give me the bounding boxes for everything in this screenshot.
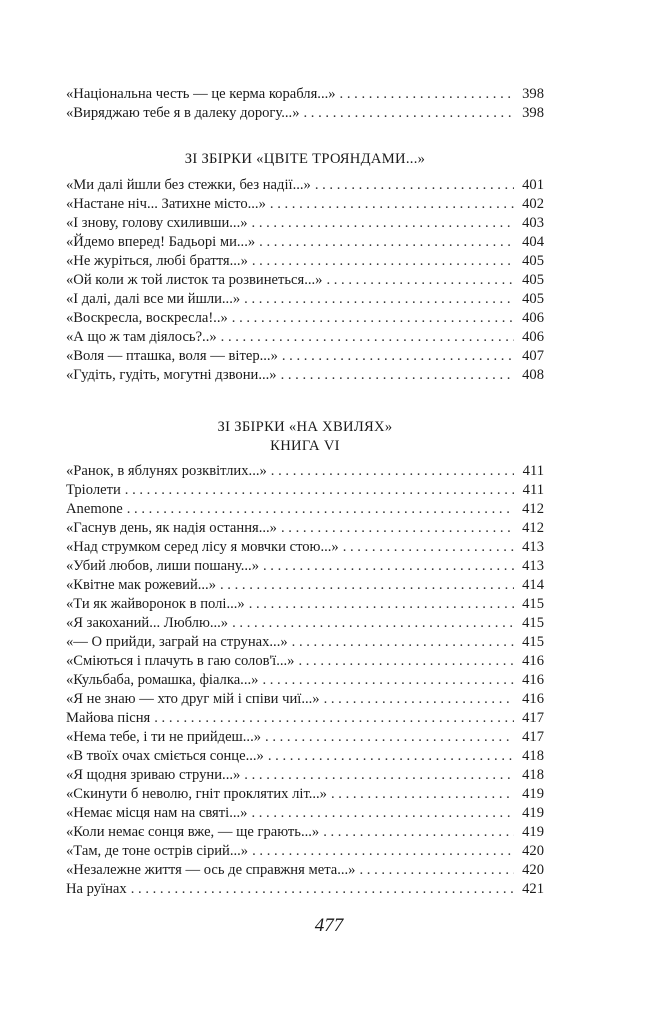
toc-entry-page: 415 — [522, 615, 544, 631]
toc-entry — [66, 85, 544, 104]
toc-entry-page: 413 — [522, 539, 544, 555]
section-heading-na-khvyliakh: ЗІ ЗБІРКИ «НА ХВИЛЯХ» — [217, 419, 393, 435]
toc-entry-title: На руїнах — [66, 881, 127, 897]
toc-entry-title: «Над струмком серед лісу я мовчки стою...» — [66, 539, 339, 555]
dot-leader — [259, 233, 514, 252]
toc-section-tsvite-troiandamy — [66, 176, 544, 385]
toc-entry — [66, 347, 544, 366]
dot-leader — [281, 366, 514, 385]
toc-entry — [66, 214, 544, 233]
toc-entry-title: «Скинути б неволю, гніт проклятих літ...» — [66, 786, 327, 802]
toc-entry-page: 411 — [522, 463, 544, 479]
dot-leader — [326, 271, 514, 290]
toc-entry-page: 416 — [522, 691, 544, 707]
dot-leader — [324, 690, 514, 709]
toc-entry-title: «Я закоханий... Люблю...» — [66, 615, 229, 631]
toc-entry — [66, 481, 544, 500]
toc-entry — [66, 309, 544, 328]
toc-entry-page: 418 — [522, 767, 544, 783]
toc-entry — [66, 595, 544, 614]
toc-entry-title: «І знову, голову схиливши...» — [66, 215, 248, 231]
toc-entry-page: 412 — [522, 501, 544, 517]
toc-entry-title: «А що ж там діялось?..» — [66, 329, 217, 345]
page-number: 477 — [314, 915, 344, 936]
dot-leader — [265, 728, 514, 747]
toc-entry-page: 411 — [522, 482, 544, 498]
toc-entry — [66, 614, 544, 633]
dot-leader — [315, 176, 514, 195]
toc-entry-page: 420 — [522, 862, 544, 878]
toc-entry-title: «Коли немає сонця вже, — ще грають...» — [66, 824, 320, 840]
toc-entry — [66, 538, 544, 557]
toc-entry-page: 403 — [522, 215, 544, 231]
toc-entry-page: 415 — [522, 634, 544, 650]
toc-entry-title: «Я щодня зриваю струни...» — [66, 767, 241, 783]
dot-leader — [281, 519, 514, 538]
dot-leader — [244, 290, 514, 309]
toc-entry — [66, 557, 544, 576]
toc-entry — [66, 252, 544, 271]
toc-entry — [66, 576, 544, 595]
toc-entry-page: 406 — [522, 329, 544, 345]
toc-entry — [66, 290, 544, 309]
dot-leader — [343, 538, 514, 557]
dot-leader — [262, 671, 514, 690]
toc-entry-title: «Ми далі йшли без стежки, без надії...» — [66, 177, 311, 193]
toc-entry-title: «Воля — пташка, воля — вітер...» — [66, 348, 278, 364]
toc-entry — [66, 747, 544, 766]
dot-leader — [252, 252, 514, 271]
dot-leader — [249, 595, 514, 614]
toc-entry-title: «Нема тебе, і ти не прийдеш...» — [66, 729, 262, 745]
toc-entry-page: 414 — [522, 577, 544, 593]
toc-entry — [66, 195, 544, 214]
toc-entry-title: «Ранок, в яблунях розквітлих...» — [66, 463, 267, 479]
toc-entry — [66, 842, 544, 861]
dot-leader — [125, 481, 514, 500]
toc-entry-title: Тріолети — [66, 482, 121, 498]
toc-entry — [66, 709, 544, 728]
toc-entry-title: «Кульбаба, ромашка, фіалка...» — [66, 672, 259, 688]
toc-entry-title: «Убий любов, лиши пошану...» — [66, 558, 259, 574]
toc-entry — [66, 328, 544, 347]
toc-entry-page: 416 — [522, 672, 544, 688]
toc-entry — [66, 861, 544, 880]
toc-entry-title: «Немає місця нам на святі...» — [66, 805, 248, 821]
toc-entry-title: «Національна честь — це керма корабля...» — [66, 86, 336, 102]
toc-entry-title: «Ти як жайворонок в полі...» — [66, 596, 245, 612]
toc-entry — [66, 671, 544, 690]
toc-entry-title: «Ой коли ж той листок та розвинеться...» — [66, 272, 323, 288]
toc-entry-page: 405 — [522, 272, 544, 288]
toc-entry-title: «Не журіться, любі браття...» — [66, 253, 248, 269]
dot-leader — [131, 880, 514, 899]
dot-leader — [232, 614, 514, 633]
toc-section-na-khvyliakh — [66, 462, 544, 899]
toc-entry-title: Майова пісня — [66, 710, 151, 726]
toc-entry-title: «Там, де тоне острів сірий...» — [66, 843, 249, 859]
toc-entry — [66, 233, 544, 252]
dot-leader — [331, 785, 514, 804]
toc-entry-title: «Настане ніч... Затихне місто...» — [66, 196, 266, 212]
toc-entry-page: 418 — [522, 748, 544, 764]
toc-entry — [66, 823, 544, 842]
toc-entry — [66, 104, 544, 123]
dot-leader — [251, 804, 514, 823]
toc-entry — [66, 880, 544, 899]
dot-leader — [127, 500, 514, 519]
toc-entry-title: «Гаснув день, як надія остання...» — [66, 520, 277, 536]
toc-entry-title: «Квітне мак рожевий...» — [66, 577, 216, 593]
toc-entry-page: 398 — [522, 105, 544, 121]
toc-entry-title: «Сміються і плачуть в гаю солов'ї...» — [66, 653, 295, 669]
toc-entry-page: 421 — [522, 881, 544, 897]
dot-leader — [359, 861, 514, 880]
toc-entry — [66, 804, 544, 823]
dot-leader — [221, 328, 514, 347]
toc-entry-page: 405 — [522, 253, 544, 269]
toc-entry-page: 412 — [522, 520, 544, 536]
toc-entry — [66, 652, 544, 671]
toc-entry — [66, 766, 544, 785]
toc-entry-title: «Йдемо вперед! Бадьорі ми...» — [66, 234, 256, 250]
toc-entry-title: «Виряджаю тебе я в далеку дорогу...» — [66, 105, 300, 121]
toc-entry — [66, 176, 544, 195]
toc-entry-page: 401 — [522, 177, 544, 193]
toc-entry — [66, 633, 544, 652]
dot-leader — [268, 747, 514, 766]
toc-entry-title: Anemone — [66, 501, 123, 517]
dot-leader — [323, 823, 514, 842]
toc-entry-page: 408 — [522, 367, 544, 383]
toc-entry-page: 419 — [522, 805, 544, 821]
toc-entry-title: «Незалежне життя — ось де справжня мета...» — [66, 862, 356, 878]
toc-entry-page: 402 — [522, 196, 544, 212]
toc-entry — [66, 271, 544, 290]
toc-entry-page: 407 — [522, 348, 544, 364]
toc-entry-page: 417 — [522, 729, 544, 745]
toc-entry-title: «Воскресла, воскресла!..» — [66, 310, 228, 326]
toc-entry-page: 406 — [522, 310, 544, 326]
toc-entry-page: 415 — [522, 596, 544, 612]
dot-leader — [263, 557, 514, 576]
toc-entry-page: 417 — [522, 710, 544, 726]
toc-entry — [66, 366, 544, 385]
toc-entry-title: «Гудіть, гудіть, могутні дзвони...» — [66, 367, 277, 383]
dot-leader — [244, 766, 514, 785]
dot-leader — [252, 214, 514, 233]
toc-entry-title: «Я не знаю — хто друг мій і співи чиї...» — [66, 691, 320, 707]
dot-leader — [292, 633, 514, 652]
toc-entry — [66, 728, 544, 747]
toc-entry-page: 413 — [522, 558, 544, 574]
toc-entry — [66, 690, 544, 709]
dot-leader — [270, 195, 514, 214]
toc-entry-page: 416 — [522, 653, 544, 669]
dot-leader — [304, 104, 515, 123]
toc-entry — [66, 462, 544, 481]
toc-entry-page: 398 — [522, 86, 544, 102]
dot-leader — [220, 576, 514, 595]
dot-leader — [340, 85, 514, 104]
toc-entry-page: 419 — [522, 786, 544, 802]
toc-entry-page: 405 — [522, 291, 544, 307]
toc-entry-title: «І далі, далі все ми йшли...» — [66, 291, 241, 307]
toc-entry — [66, 519, 544, 538]
dot-leader — [282, 347, 514, 366]
toc-entry-title: «— О прийди, заграй на струнах...» — [66, 634, 288, 650]
dot-leader — [271, 462, 514, 481]
toc-entry-title: «В твоїх очах сміється сонце...» — [66, 748, 264, 764]
section-subheading-knyha-vi: КНИГА VI — [270, 438, 340, 454]
section-heading-tsvite-troiandamy: ЗІ ЗБІРКИ «ЦВІТЕ ТРОЯНДАМИ...» — [184, 151, 426, 167]
dot-leader — [298, 652, 514, 671]
dot-leader — [252, 842, 514, 861]
toc-group-top — [66, 85, 544, 123]
dot-leader — [154, 709, 514, 728]
toc-entry-page: 404 — [522, 234, 544, 250]
toc-entry-page: 419 — [522, 824, 544, 840]
toc-entry — [66, 785, 544, 804]
dot-leader — [232, 309, 514, 328]
toc-entry-page: 420 — [522, 843, 544, 859]
toc-entry — [66, 500, 544, 519]
